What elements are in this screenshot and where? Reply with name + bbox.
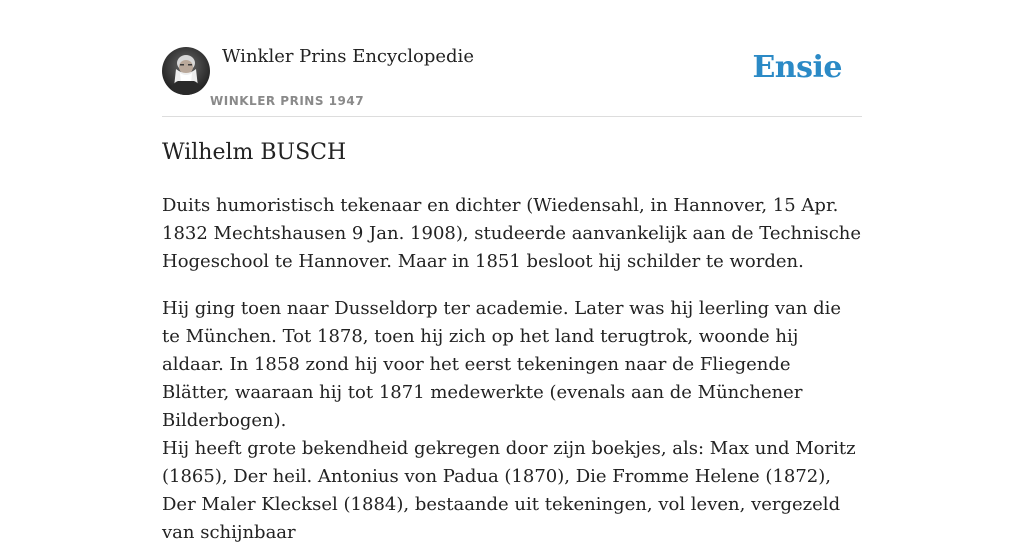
avatar[interactable]	[162, 47, 210, 95]
source-label[interactable]: WINKLER PRINS 1947	[210, 94, 365, 108]
brand-logo[interactable]: Ensie	[752, 50, 842, 85]
page-container	[162, 0, 862, 543]
bearded-man-portrait-icon	[162, 47, 210, 95]
site-header	[162, 0, 862, 117]
article-paragraph: Hij ging toen naar Dusseldorp ter academie. Later was hij leerling van die te München. Tot 1878, toen hij zich op het land terugtrok, woonde hij aldaar. In 1858 zond hij voor het eerst tekeningen naar de Fliegende Blätter, waaraan hij tot 1871 medewerkte (evenals aan de Münchener Bilderbogen).	[162, 298, 842, 431]
site-title[interactable]: Winkler Prins Encyclopedie	[222, 46, 474, 67]
article-title: Wilhelm BUSCH	[162, 140, 347, 165]
article-paragraph: Hij heeft grote bekendheid gekregen door zijn boekjes, als: Max und Moritz (1865), Der heil. Antonius von Padua (1870), Die Fromme Helene (1872), Der Maler Klecksel (1884), bestaande uit tekeningen, vol leven, vergezeld van schijnbaar	[162, 438, 856, 543]
article-paragraph: Duits humoristisch tekenaar en dichter (Wiedensahl, in Hannover, 15 Apr. 1832 Mechtshausen 9 Jan. 1908), studeerde aanvankelijk aan de Technische Hogeschool te Hannover. Maar in 1851 besloot hij schilder te worden.	[162, 195, 862, 272]
